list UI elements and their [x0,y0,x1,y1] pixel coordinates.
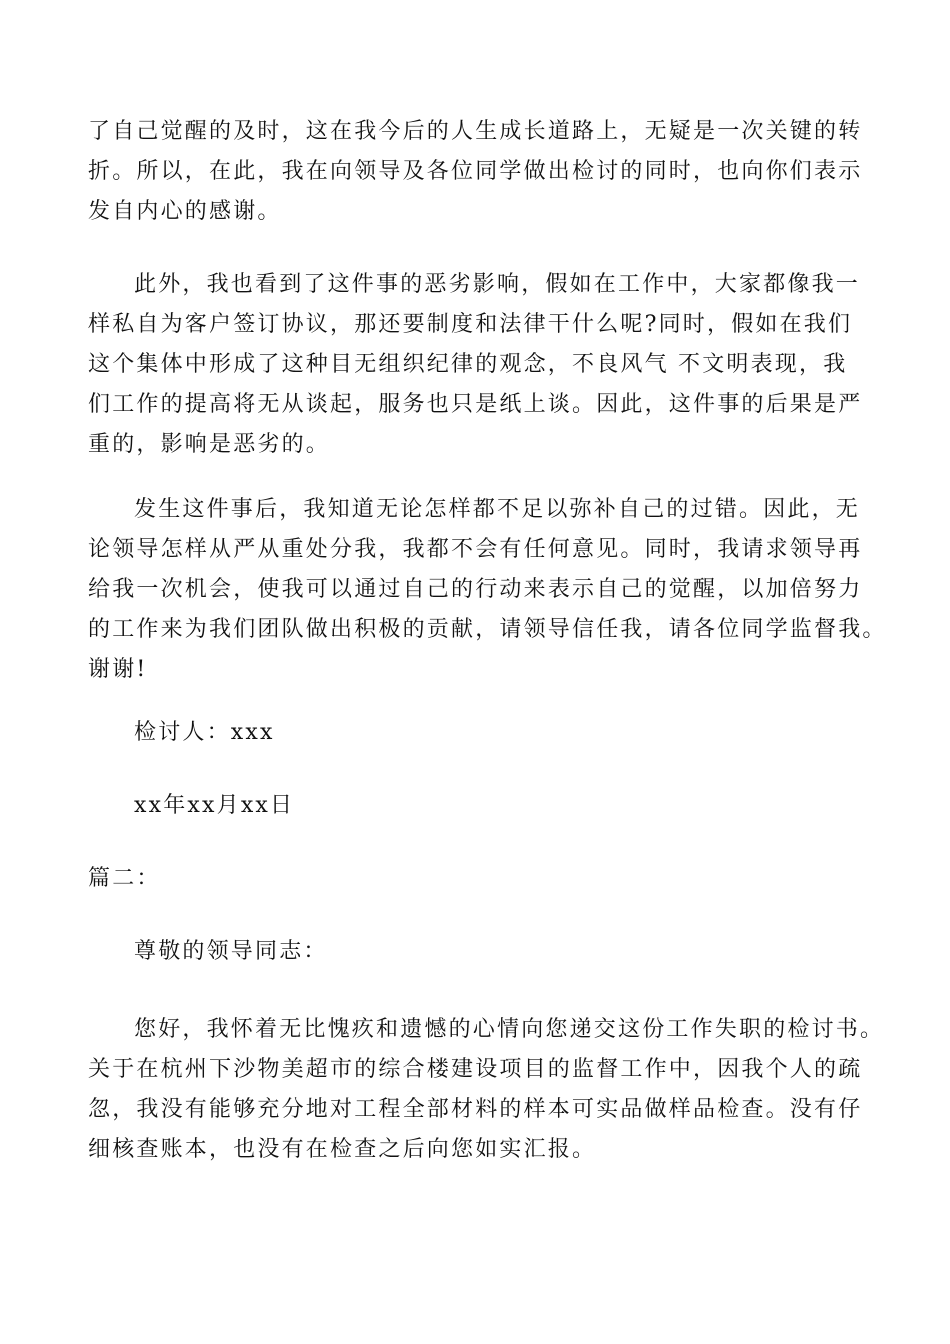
text-line: 您好，我怀着无比愧疚和遗憾的心情向您递交这份工作失职的检讨书。 [134,1017,885,1042]
text-line: 谢谢! [88,657,148,682]
text-line: 忽，我没有能够充分地对工程全部材料的样本可实品做样品检查。没有仔 [88,1097,863,1122]
section-heading: 篇二： [88,866,161,891]
text-line: 了自己觉醒的及时，这在我今后的人生成长道路上，无疑是一次关键的转 [88,119,863,144]
paragraph-2 [88,265,878,465]
text-line: 的工作来为我们团队做出积极的贡献，请领导信任我，请各位同学监督我。 [88,617,887,642]
text-line: 此外，我也看到了这件事的恶劣影响，假如在工作中，大家都像我一 [134,272,861,297]
text-line: 这个集体中形成了这种目无组织纪律的观念，不良风气 不文明表现，我 [88,352,848,377]
section-heading-block [88,859,878,899]
text-line: 们工作的提高将无从谈起，服务也只是纸上谈。因此，这件事的后果是严 [88,392,863,417]
text-line: 关于在杭州下沙物美超市的综合楼建设项目的监督工作中，因我个人的疏 [88,1057,863,1082]
paragraph-1 [88,112,878,232]
date: xx年xx月xx日 [134,793,295,818]
signature: 检讨人：xxx [134,720,275,745]
salutation-block [88,932,878,972]
text-line: 样私自为客户签订协议，那还要制度和法律干什么呢?同时，假如在我们 [88,312,853,337]
salutation: 尊敬的领导同志： [134,939,328,964]
text-line: 给我一次机会，使我可以通过自己的行动来表示自己的觉醒，以加倍努力 [88,577,863,602]
paragraph-3 [88,490,887,690]
text-line: 折。所以，在此，我在向领导及各位同学做出检讨的同时，也向你们表示 [88,159,863,184]
paragraph-4 [88,1010,885,1170]
text-line: 重的，影响是恶劣的。 [88,432,331,457]
text-line: 发生这件事后，我知道无论怎样都不足以弥补自己的过错。因此，无 [134,497,861,522]
text-line: 论领导怎样从严从重处分我，我都不会有任何意见。同时，我请求领导再 [88,537,863,562]
text-line: 发自内心的感谢。 [88,199,282,224]
signature-block [88,713,878,753]
text-line: 细核查账本，也没有在检查之后向您如实汇报。 [88,1137,597,1162]
date-block [88,786,878,826]
